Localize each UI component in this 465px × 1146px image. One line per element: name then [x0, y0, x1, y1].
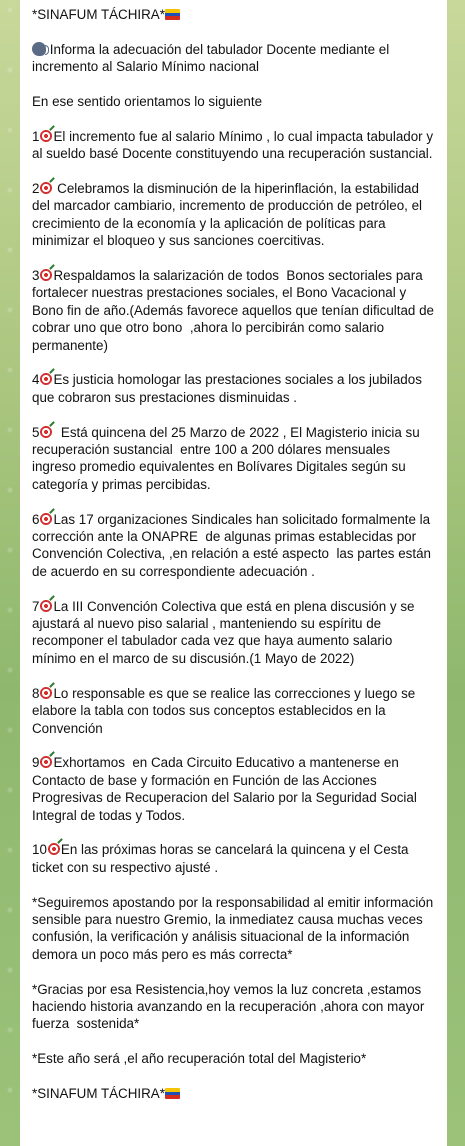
paragraph-text: Informa la adecuación del tabulador Docente mediante el incremento al Salario Mínimo nacional [32, 41, 393, 75]
paragraph-text: Es justicia homologar las prestaciones sociales a los jubilados que cobraron sus prestaciones disminuidas . [32, 372, 426, 405]
paragraph-text: Exhortamos en Cada Circuito Educativo a mantenerse en Contacto de base y formación en Función de las Acciones Progresivas de Recuperacion del Salario por la Seguridad Social Integral de todas y Todos. [32, 755, 421, 823]
message-paragraph [32, 1050, 437, 1067]
direct-hit-icon [39, 268, 53, 282]
paragraph-text: Las 17 organizaciones Sindicales han solicitado formalmente la corrección ante la ONAPRE de algunas primas establecidas por Convención Colectiva, ,en relación a esté aspecto las partes están de acuerdo en su correspondiente adecuación . [32, 511, 435, 579]
message-paragraph [32, 754, 437, 824]
paragraph-text: En ese sentido orientamos lo siguiente [32, 94, 263, 109]
paragraph-text: *Este año será ,el año recuperación total del Magisterio* [32, 1051, 367, 1067]
message-paragraph [32, 424, 437, 494]
item-number: 7 [32, 598, 40, 614]
message-paragraph [32, 41, 437, 76]
message-text [32, 6, 437, 1120]
direct-hit-icon [39, 599, 53, 613]
message-bubble [20, 0, 447, 1146]
paragraph-text: El incremento fue al salario Mínimo , lo cual impacta tabulador y al sueldo basé Docente constituyendo una recuperación sustancial. [32, 128, 437, 162]
item-number: 9 [32, 755, 40, 771]
paragraph-text: Lo responsable es que se realice las correcciones y luego se elabore la tabla con todos sus conceptos establecidos en la Convención [32, 685, 419, 736]
direct-hit-icon [39, 129, 53, 143]
message-paragraph [32, 981, 437, 1033]
venezuela-flag-icon [165, 1088, 180, 1099]
message-paragraph [32, 371, 437, 406]
item-number: 6 [32, 511, 40, 527]
direct-hit-icon [39, 181, 53, 195]
direct-hit-icon [39, 755, 53, 769]
message-paragraph [32, 1085, 437, 1102]
direct-hit-icon [39, 372, 53, 386]
paragraph-text: *Gracias por esa Resistencia,hoy vemos la luz concreta ,estamos haciendo historia avanzando en la recuperación ,ahora con mayor fuerza sostenida* [32, 981, 429, 1032]
message-paragraph [32, 180, 437, 250]
item-number: 8 [32, 685, 40, 701]
item-number: 2 [32, 181, 40, 196]
paragraph-text: Está quincena del 25 Marzo de 2022 , El Magisterio inicia su recuperación sustancial entre 100 a 200 dólares mensuales ingreso promedio equivalentes en Bolívares Digitales según su categoría y primas percibidas. [32, 424, 424, 492]
message-paragraph [32, 6, 437, 23]
speaking-head-icon [32, 42, 46, 56]
message-paragraph [32, 841, 437, 876]
venezuela-flag-icon [165, 9, 180, 20]
paragraph-text: Celebramos la disminución de la hiperinflación, la estabilidad del marcador cambiario, incremento de producción de petróleo, el crecimiento de la economía y la aplicación de políticas para minimizar el bloqueo y sus sanciones coercitivas. [32, 181, 426, 249]
message-paragraph [32, 598, 437, 668]
item-number: 5 [32, 424, 40, 440]
paragraph-text: La III Convención Colectiva que está en plena discusión y se ajustará al nuevo piso salarial , manteniendo su espíritu de recomponer el tabulador cada vez que haya aumento salario mínimo en el marco de su discusión.(1 Mayo de 2022) [32, 598, 419, 666]
message-paragraph [32, 267, 437, 354]
message-paragraph [32, 511, 437, 581]
message-paragraph [32, 685, 437, 737]
item-number: 10 [32, 842, 47, 858]
direct-hit-icon [39, 425, 53, 439]
direct-hit-icon [47, 842, 61, 856]
message-paragraph [32, 93, 437, 110]
signature-text: *SINAFUM TÁCHIRA* [32, 7, 165, 22]
direct-hit-icon [39, 686, 53, 700]
paragraph-text: *Seguiremos apostando por la responsabilidad al emitir información sensible para nuestro Gremio, la inmediatez causa muchas veces confusión, la verificación y análisis situacional de la información demora un poco más pero es más correcta* [32, 894, 437, 962]
message-paragraph [32, 128, 437, 163]
signature-text: *SINAFUM TÁCHIRA* [32, 1085, 165, 1101]
item-number: 3 [32, 268, 40, 284]
paragraph-text: En las próximas horas se cancelará la quincena y el Cesta ticket con su respectivo ajusté . [32, 842, 413, 875]
direct-hit-icon [39, 512, 53, 526]
message-paragraph [32, 894, 437, 964]
item-number: 1 [32, 128, 40, 144]
paragraph-text: Respaldamos la salarización de todos Bonos sectoriales para fortalecer nuestras prestaciones sociales, el Bono Vacacional y Bono fin de año.(Además favorece aquellos que tenían dificultad de cobrar uno que otro bono ,ahora lo percibirán como salario permanente) [32, 268, 438, 353]
item-number: 4 [32, 372, 40, 388]
